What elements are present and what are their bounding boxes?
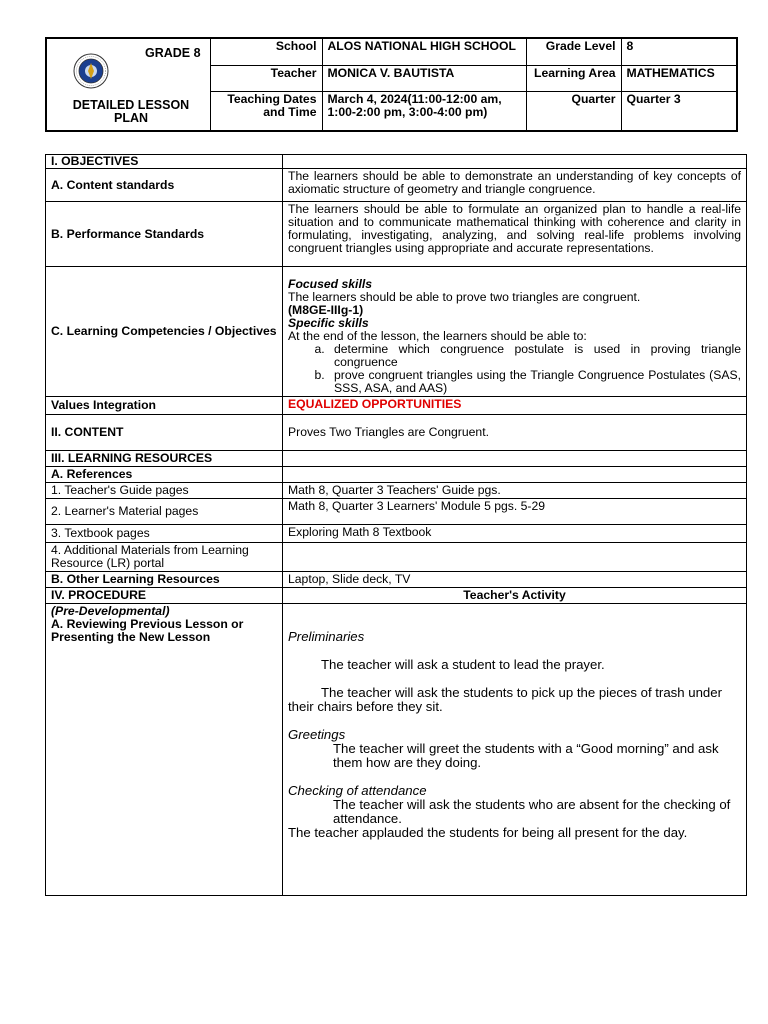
teachers-activity-heading: Teacher's Activity <box>283 588 747 604</box>
teacher-label: Teacher <box>210 65 322 91</box>
grade-level-label: Grade Level <box>526 38 621 65</box>
content-standards-value: The learners should be able to demonstrate an understanding of key concepts of axiomatic structure of geometry and triangle congruence. <box>283 169 747 202</box>
teachers-guide-label: 1. Teacher's Guide pages <box>46 483 283 499</box>
header-left-cell <box>46 38 210 131</box>
additional-materials-label: 4. Additional Materials from Learning Resource (LR) portal <box>46 543 283 572</box>
other-resources-value: Laptop, Slide deck, TV <box>283 572 747 588</box>
objectives-heading: I. OBJECTIVES <box>46 155 283 169</box>
learners-material-label: 2. Learner's Material pages <box>46 499 283 525</box>
performance-standards-value: The learners should be able to formulate an organized plan to handle a real-life situation and to communicate mathematical thinking with coherence and clarity in formulating, investigating, analyzing, and solving real-life problems involving congruent triangles using appropriate and accurate representations. <box>283 202 747 267</box>
trash-text-content: The teacher will ask the students to pick up the pieces of trash under their chairs before they sit. <box>288 685 722 714</box>
values-integration-label: Values Integration <box>46 397 283 415</box>
list-item: b. prove congruent triangles using the Triangle Congruence Postulates (SAS, SSS, ASA, and AAS) <box>328 369 741 395</box>
competency-code: (M8GE-IIIg-1) <box>288 303 364 317</box>
grade-label: GRADE 8 <box>145 46 201 60</box>
specific-skills-list <box>288 343 741 395</box>
content-value: Proves Two Triangles are Congruent. <box>283 415 747 451</box>
values-integration-value: EQUALIZED OPPORTUNITIES <box>283 397 747 415</box>
lesson-plan-table <box>45 154 747 896</box>
quarter-value: Quarter 3 <box>621 91 737 131</box>
preliminaries-title: Preliminaries <box>288 629 365 644</box>
doc-title: DETAILED LESSON PLAN <box>72 98 190 125</box>
focused-skills-text: The learners should be able to prove two triangles are congruent. <box>288 290 641 304</box>
textbook-label: 3. Textbook pages <box>46 525 283 543</box>
phase-label: (Pre-Developmental) <box>51 604 170 618</box>
procedure-heading: IV. PROCEDURE <box>46 588 283 604</box>
learning-resources-heading: III. LEARNING RESOURCES <box>46 451 283 467</box>
greetings-title: Greetings <box>288 727 346 742</box>
list-item: a. determine which congruence postulate is used in proving triangle congruence <box>328 343 741 369</box>
applause-text: The teacher applauded the students for being all present for the day. <box>288 825 688 840</box>
content-label: II. CONTENT <box>46 415 283 451</box>
specific-skills-intro: At the end of the lesson, the learners should be able to: <box>288 329 587 343</box>
greetings-text: The teacher will greet the students with a “Good morning” and ask them how are they doing. <box>333 741 719 770</box>
teachers-activity-cell <box>283 604 747 896</box>
procedure-step-cell <box>46 604 283 896</box>
learners-material-value: Math 8, Quarter 3 Learners' Module 5 pgs. 5-29 <box>283 499 747 525</box>
header-table <box>45 37 738 132</box>
prayer-text: The teacher will ask a student to lead the prayer. <box>321 657 605 672</box>
textbook-value: Exploring Math 8 Textbook <box>283 525 747 543</box>
references-label: A. References <box>46 467 283 483</box>
competencies-cell <box>283 267 747 397</box>
content-standards-label: A. Content standards <box>46 169 283 202</box>
attendance-text: The teacher will ask the students who are absent for the checking of attendance. <box>333 797 731 826</box>
focused-skills-title: Focused skills <box>288 277 372 291</box>
dates-value: March 4, 2024(11:00-12:00 am, 1:00-2:00 pm, 3:00-4:00 pm) <box>322 91 526 131</box>
specific-skills-title: Specific skills <box>288 316 369 330</box>
dates-label: Teaching Dates and Time <box>210 91 322 131</box>
teacher-value: MONICA V. BAUTISTA <box>322 65 526 91</box>
trash-text <box>288 686 741 714</box>
learning-area-value: MATHEMATICS <box>621 65 737 91</box>
grade-level-value: 8 <box>621 38 737 65</box>
teachers-guide-value: Math 8, Quarter 3 Teachers' Guide pgs. <box>283 483 747 499</box>
deped-seal-icon <box>73 53 109 89</box>
step-label: A. Reviewing Previous Lesson or Presenting the New Lesson <box>51 617 244 644</box>
competencies-label: C. Learning Competencies / Objectives <box>46 267 283 397</box>
attendance-title: Checking of attendance <box>288 783 427 798</box>
school-value: ALOS NATIONAL HIGH SCHOOL <box>322 38 526 65</box>
other-resources-label: B. Other Learning Resources <box>46 572 283 588</box>
quarter-label: Quarter <box>526 91 621 131</box>
school-label: School <box>210 38 322 65</box>
learning-area-label: Learning Area <box>526 65 621 91</box>
performance-standards-label: B. Performance Standards <box>46 202 283 267</box>
